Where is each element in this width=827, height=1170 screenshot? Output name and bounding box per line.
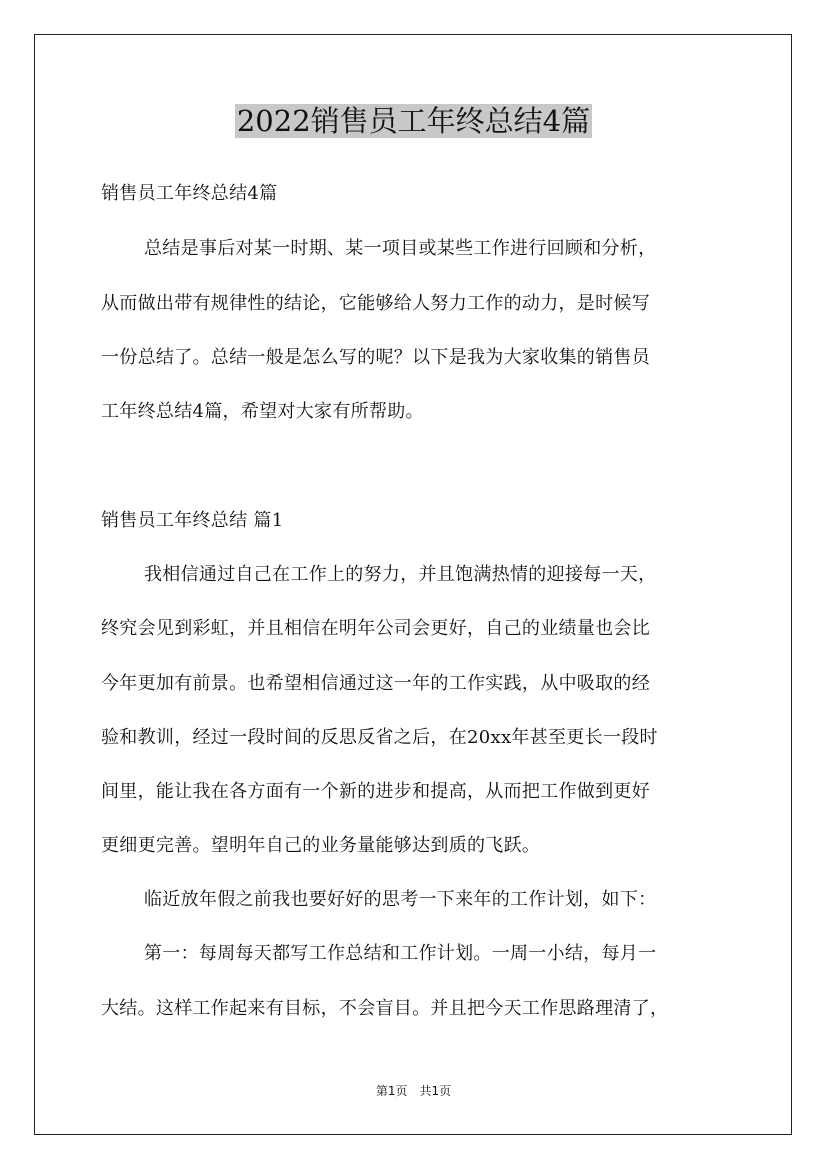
paragraph-line: 一份总结了。总结一般是怎么写的呢？以下是我为大家收集的销售员: [101, 347, 650, 368]
document-title: [0, 100, 827, 142]
paragraph-line: 临近放年假之前我也要好好的思考一下来年的工作计划，如下：: [144, 889, 657, 910]
document-subtitle: 销售员工年终总结4篇: [101, 183, 278, 204]
paragraph-line: 验和教训，经过一段时间的反思反省之后，在20xx年甚至更长一段时: [101, 727, 658, 748]
page-footer: 第1页 共1页: [375, 1084, 452, 1098]
paragraph-line: 第一：每周每天都写工作总结和工作计划。一周一小结，每月一: [144, 943, 657, 964]
paragraph-line: 工年终总结4篇，希望对大家有所帮助。: [101, 401, 424, 422]
paragraph-line: 我相信通过自己在工作上的努力，并且饱满热情的迎接每一天，: [144, 564, 657, 585]
paragraph-line: 今年更加有前景。也希望相信通过这一年的工作实践，从中吸取的经: [101, 673, 650, 694]
paragraph-line: 更细更完善。望明年自己的业务量能够达到质的飞跃。: [101, 835, 541, 856]
paragraph-line: 大结。这样工作起来有目标，不会盲目。并且把今天工作思路理清了，: [101, 998, 669, 1019]
section-heading: 销售员工年终总结 篇1: [101, 510, 284, 531]
paragraph-line: 终究会见到彩虹，并且相信在明年公司会更好，自己的业绩量也会比: [101, 618, 650, 639]
paragraph-line: 从而做出带有规律性的结论，它能够给人努力工作的动力，是时候写: [101, 293, 650, 314]
document-title-text: 2022销售员工年终总结4篇: [236, 104, 591, 138]
paragraph-line: 总结是事后对某一时期、某一项目或某些工作进行回顾和分析，: [144, 238, 657, 259]
paragraph-line: 间里，能让我在各方面有一个新的进步和提高，从而把工作做到更好: [101, 781, 650, 802]
